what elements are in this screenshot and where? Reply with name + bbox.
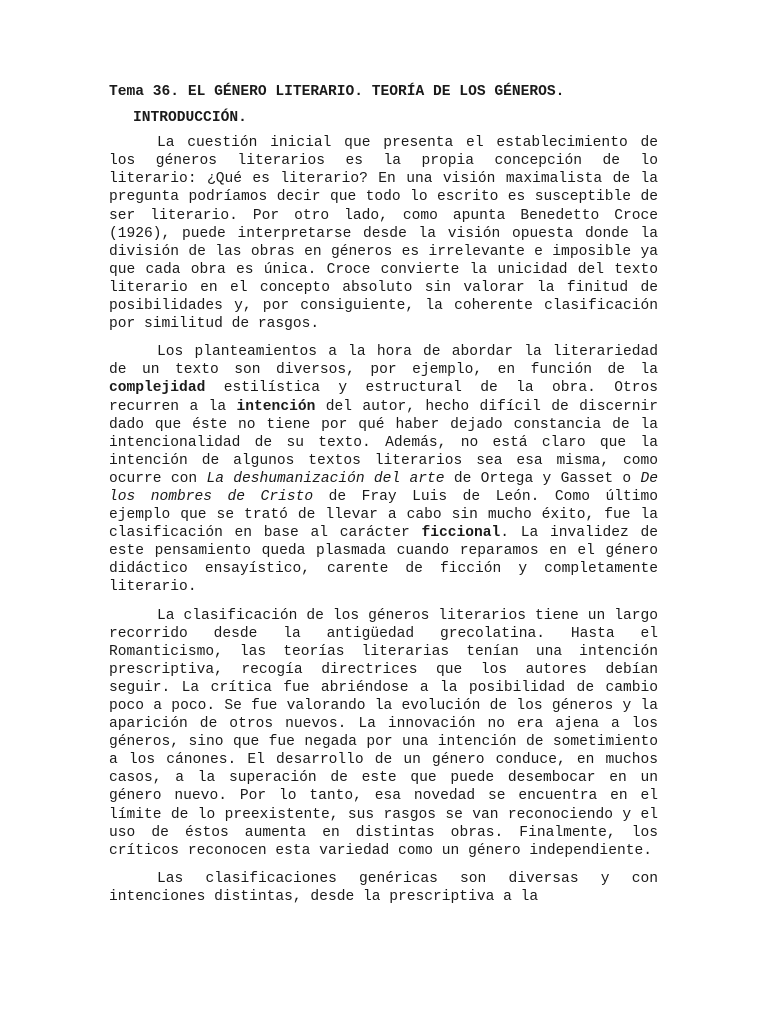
paragraph-2-text-1: Los planteamientos a la hora de abordar la literariedad de un texto son diversos, por ejemplo, en función de la — [109, 344, 658, 379]
bold-term-intencion: intención — [236, 398, 316, 415]
paragraph-2-text-4: de Ortega y Gasset o — [444, 470, 641, 487]
paragraph-3: La clasificación de los géneros literarios tiene un largo recorrido desde la antigüedad grecolatina. Hasta el Romanticismo, las teorías literarias tenían una intención prescriptiva, recogía directrices que los autores debían seguir. La crítica fue abriéndose a la posibilidad de cambio poco a poco. Se fue valorando la evolución de los géneros y la aparición de otros nuevos. La innovación no era ajena a los géneros, sino que fue negada por una intención de sometimiento a los cánones. El desarrollo de un género conduce, en muchos casos, a la superación de este que puede desembocar en un género nuevo. Por lo tanto, esa novedad se encuentra en el límite de lo preexistente, sus rasgos se van reconociendo y el uso de éstos aumenta en distintas obras. Finalmente, los críticos reconocen esta variedad como un género independiente. — [109, 607, 658, 859]
italic-title-nombres-de-cristo: De los nombres de Cristo — [109, 470, 658, 505]
bold-term-ficcional: ficcional — [421, 525, 501, 542]
paragraph-2 — [109, 343, 658, 596]
paragraph-2-text-6: . La invalidez de este pensamiento queda plasmada cuando reparamos en el género didáctico ensayístico, carente de ficción y completamente literario. — [109, 525, 658, 596]
paragraph-2-text-2: estilística y estructural de la obra. Otros recurren a la — [109, 380, 658, 415]
italic-title-deshumanizacion: La deshumanización del arte — [206, 470, 445, 487]
paragraph-2-text-5: de Fray Luis de León. Como último ejemplo que se trató de llevar a cabo sin mucho éxito, fue la clasificación en base al carácter — [109, 488, 658, 542]
paragraph-4: Las clasificaciones genéricas son diversas y con intenciones distintas, desde la prescriptiva a la — [109, 870, 658, 905]
paragraph-1: La cuestión inicial que presenta el establecimiento de los géneros literarios es la propia concepción de lo literario: ¿Qué es literario? En una visión maximalista de la pregunta podríamos decir que todo lo escrito es susceptible de ser literario. Por otro lado, como apunta Benedetto Croce (1926), puede interpretarse desde la visión opuesta donde la división de las obras en géneros es irrelevante e imposible ya que cada obra es única. Croce convierte la unicidad del texto literario en el concepto absoluto sin valorar la finitud de posibilidades y, por consiguiente, la coherente clasificación por similitud de rasgos. — [109, 135, 658, 333]
paragraph-2-text-3: del autor, hecho difícil de discernir dado que éste no tiene por qué haber dejado constancia de la intencionalidad de su texto. Además, no está claro que la intención de algunos textos literarios sea esa misma, como ocurre con — [109, 398, 658, 487]
page-title: Tema 36. EL GÉNERO LITERARIO. TEORÍA DE LOS GÉNEROS. — [109, 84, 565, 100]
section-heading: INTRODUCCIÓN. — [133, 110, 247, 127]
bold-term-complejidad: complejidad — [109, 380, 206, 397]
